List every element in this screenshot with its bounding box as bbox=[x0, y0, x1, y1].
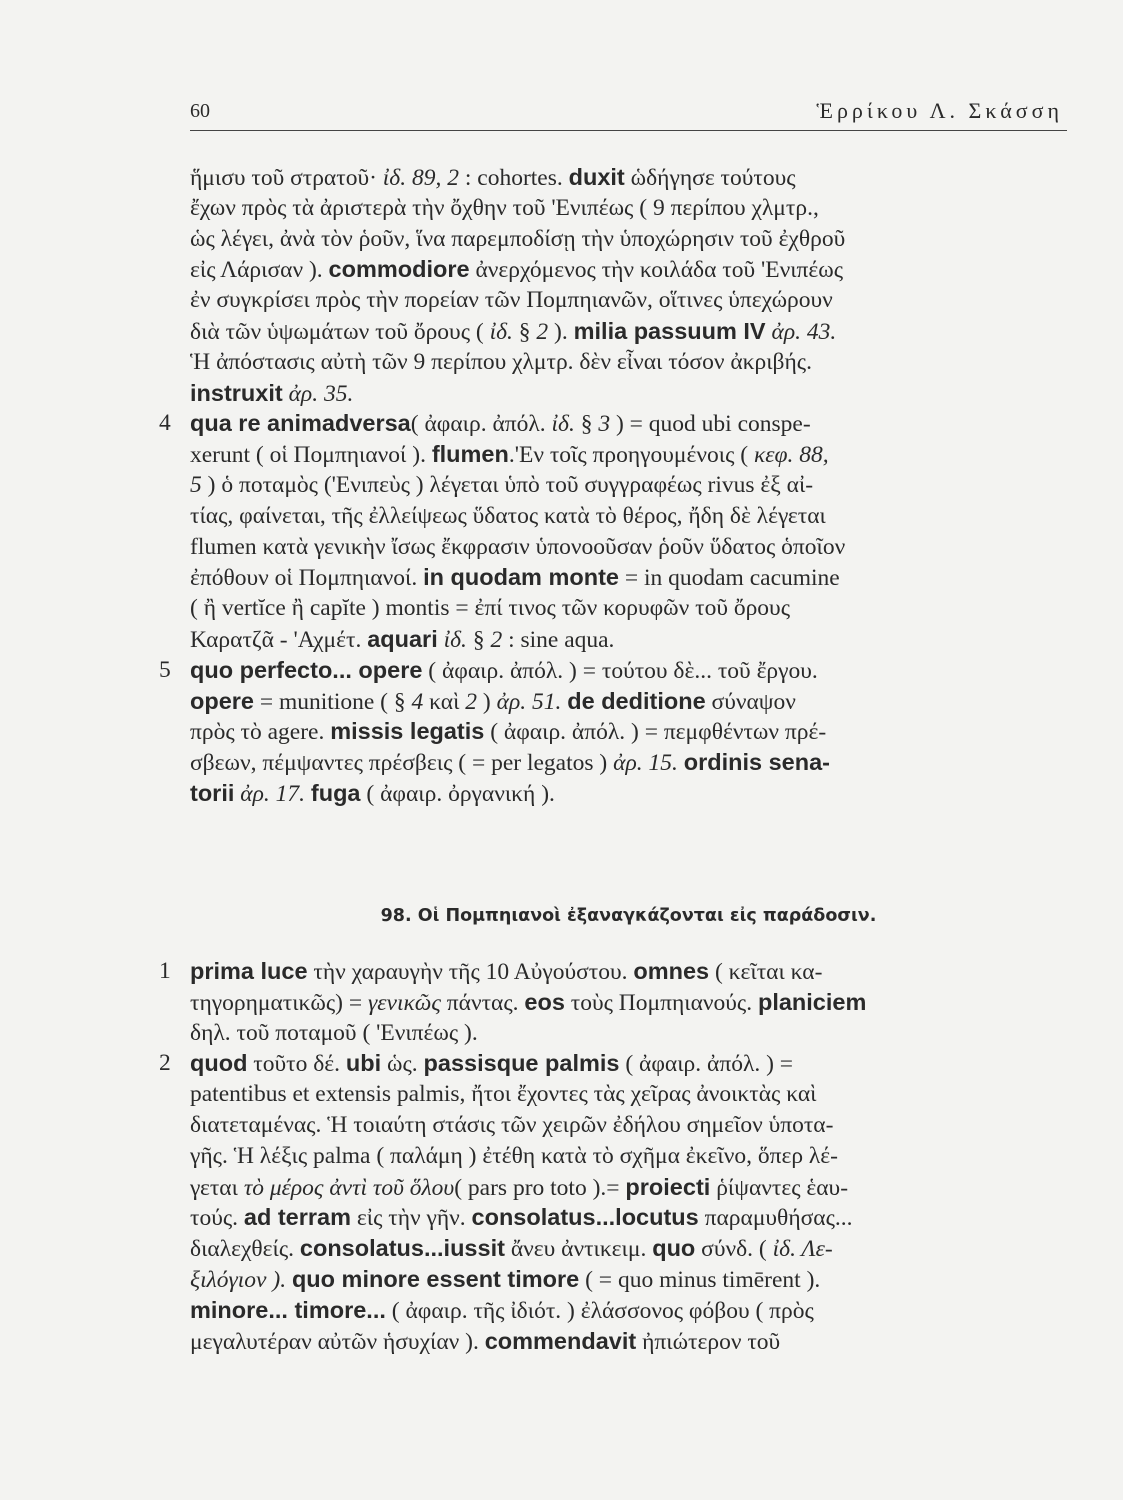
commentary-text: διὰ τῶν ὑψωμάτων τοῦ ὄρους ( bbox=[190, 318, 490, 345]
latin-lemma: in quodam monte bbox=[423, 564, 619, 591]
commentary-text: ἠπιώτερον τοῦ bbox=[636, 1328, 781, 1355]
commentary-section-98 bbox=[159, 956, 1067, 1356]
commentary-text: τούς. bbox=[190, 1205, 244, 1232]
text-line bbox=[190, 347, 1067, 378]
text-line bbox=[190, 1141, 1067, 1172]
text-line bbox=[190, 162, 1067, 193]
page-header bbox=[190, 96, 1067, 131]
reference-italic: ἰδ. bbox=[489, 318, 513, 345]
commentary-text: πάντας. bbox=[440, 989, 525, 1016]
text-line bbox=[190, 532, 1067, 563]
text-line bbox=[190, 378, 1067, 409]
latin-lemma: quod bbox=[190, 1050, 248, 1077]
commentary-text: εἰς τὴν γῆν. bbox=[351, 1205, 472, 1232]
commentary-text: παραμυθήσας... bbox=[698, 1205, 853, 1232]
commentary-text: ( ἀφαιρ. τῆς ἰδιότ. ) ἐλάσσονος φόβου ( πρὸς bbox=[385, 1297, 814, 1324]
commentary-text: γεται bbox=[190, 1174, 244, 1201]
text-line bbox=[190, 1110, 1067, 1141]
commentary-text: ( κεῖται κα- bbox=[709, 959, 823, 985]
latin-lemma: ubi bbox=[345, 1050, 382, 1077]
commentary-text: ( ἀφαιρ. ἀπόλ. bbox=[410, 411, 552, 438]
latin-lemma: instruxit bbox=[190, 379, 283, 406]
latin-lemma: de deditione bbox=[567, 687, 706, 714]
reference-italic: γενικῶς bbox=[368, 989, 441, 1016]
commentary-text: εἰς Λάρισαν ). bbox=[190, 257, 329, 284]
reference-italic: ἀρ. 43. bbox=[771, 318, 837, 345]
text-line bbox=[190, 470, 1067, 501]
commentary-text: ἐν συγκρίσει πρὸς τὴν πορείαν τῶν Πομπηιανῶν, οἵτινες ὑπεχώρουν bbox=[190, 287, 833, 314]
text-line bbox=[190, 254, 1067, 285]
latin-lemma: opere bbox=[190, 687, 254, 714]
reference-italic: 4 bbox=[411, 688, 424, 715]
text-line bbox=[190, 593, 1067, 624]
text-line bbox=[190, 1295, 1067, 1326]
commentary-text: .'Εν τοῖς προηγουμένοις ( bbox=[508, 442, 754, 469]
text-line bbox=[190, 1202, 1067, 1233]
commentary-text: διατεταμένας. Ἡ τοιαύτη στάσις τῶν χειρῶν ἐδήλου σημεῖον ὑποτα- bbox=[190, 1111, 834, 1138]
commentary-text: ( ἀφαιρ. ὀργανική ). bbox=[360, 780, 555, 807]
commentary-text: ἀνερχόμενος τὴν κοιλάδα τοῦ 'Ενιπέως bbox=[469, 257, 844, 284]
latin-lemma: proiecti bbox=[625, 1173, 711, 1200]
latin-lemma: consolatus...locutus bbox=[471, 1204, 699, 1231]
commentary-text: ) ὁ ποταμὸς ('Ενιπεὺς ) λέγεται ὑπὸ τοῦ συγγραφέως rivus ἐξ αἰ- bbox=[201, 471, 814, 498]
commentary-text: ἐπόθουν οἱ Πομπηιανοί. bbox=[190, 565, 424, 592]
commentary-text: § bbox=[466, 626, 491, 653]
commentary-text: γῆς. Ἡ λέξις palma ( παλάμη ) ἐτέθη κατὰ τὸ σχῆμα ἐκεῖνο, ὅπερ λέ- bbox=[190, 1142, 839, 1169]
running-head: Ἑρρίκου Λ. Σκάσση bbox=[816, 98, 1063, 123]
latin-lemma: eos bbox=[524, 988, 565, 1015]
text-line bbox=[190, 716, 1067, 747]
reference-italic: ἰδ. bbox=[551, 411, 575, 438]
reference-italic: κεφ. 88, bbox=[753, 442, 829, 469]
text-line bbox=[190, 686, 1067, 717]
latin-lemma: consolatus...iussit bbox=[299, 1235, 505, 1262]
latin-lemma: quo minore essent timore bbox=[291, 1265, 580, 1292]
commentary-text: διαλεχθείς. bbox=[190, 1236, 300, 1263]
commentary-text: τοῦτο δέ. bbox=[247, 1051, 346, 1078]
latin-lemma: fuga bbox=[310, 779, 361, 806]
reference-italic: ἀρ. 17. bbox=[240, 780, 306, 807]
commentary-text: ὡδήγησε τούτους bbox=[624, 165, 796, 191]
latin-lemma: aquari bbox=[367, 625, 438, 652]
commentary-text: τηγορηματικῶς) = bbox=[190, 989, 369, 1016]
commentary-text: ( = quo minus timērent ). bbox=[579, 1266, 821, 1293]
text-line bbox=[190, 1079, 1067, 1110]
latin-lemma: qua re animadversa bbox=[190, 410, 411, 437]
commentary-text: ( ἀφαιρ. ἀπόλ. ) = bbox=[619, 1051, 794, 1078]
reference-italic: 2 bbox=[490, 626, 503, 653]
reference-italic: ἀρ. 51. bbox=[496, 688, 562, 715]
text-line bbox=[190, 1233, 1067, 1264]
commentary-text: πρὸς τὸ agere. bbox=[190, 719, 331, 746]
reference-italic: ἰδ. Λε- bbox=[772, 1236, 833, 1263]
commentary-text: μεγαλυτέραν αὐτῶν ἡσυχίαν ). bbox=[190, 1328, 485, 1355]
page-number: 60 bbox=[190, 100, 210, 122]
text-line bbox=[190, 193, 1067, 224]
text-line bbox=[190, 624, 1067, 655]
margin-number: 2 bbox=[159, 1050, 171, 1077]
commentary-text: Ἡ ἀπόστασις αὐτὴ τῶν 9 περίπου χλμτρ. δὲν εἶναι τόσον ἀκριβής. bbox=[190, 348, 812, 375]
latin-lemma: commendavit bbox=[484, 1327, 637, 1354]
commentary-text: ἄνευ ἀντικειμ. bbox=[504, 1236, 653, 1263]
latin-lemma: ordinis senа- bbox=[683, 749, 831, 776]
commentary-text: ἥμισυ τοῦ στρατοῦ· bbox=[190, 165, 383, 191]
commentary-text: ) = quod ubi conspe- bbox=[610, 411, 811, 438]
commentary-text: ) bbox=[477, 688, 497, 715]
margin-number: 4 bbox=[159, 410, 171, 437]
commentary-text: τίας, φαίνεται, τῆς ἐλλείψεως ὕδατος κατὰ τὸ θέρος, ἤδη δὲ λέγεται bbox=[190, 502, 826, 529]
text-line bbox=[159, 655, 1067, 686]
reference-italic: 2 bbox=[465, 688, 478, 715]
commentary-text: : cohortes. bbox=[458, 165, 569, 191]
text-line bbox=[159, 1048, 1067, 1079]
commentary-text: ῥίψαντες ἑαυ- bbox=[710, 1174, 849, 1201]
latin-lemma: flumen bbox=[431, 441, 509, 468]
commentary-text: ἔχων πρὸς τὰ ἀριστερὰ τὴν ὄχθην τοῦ 'Ενιπέως ( 9 περίπου χλμτρ., bbox=[190, 194, 819, 221]
text-line bbox=[190, 285, 1067, 316]
reference-italic: 3 bbox=[598, 411, 611, 438]
latin-lemma: missis legatis bbox=[330, 718, 485, 745]
text-line bbox=[190, 1172, 1067, 1203]
commentary-text: ( ἀφαιρ. ἀπόλ. ) = τούτου δὲ... τοῦ ἔργου. bbox=[422, 657, 818, 684]
latin-lemma: minore... timore... bbox=[190, 1296, 386, 1323]
reference-italic: 2 bbox=[536, 318, 549, 345]
text-line bbox=[190, 1264, 1067, 1295]
latin-lemma: ad terram bbox=[243, 1204, 351, 1231]
commentary-text: patentibus et extensis palmis, ἤτοι ἔχοντες τὰς χεῖρας ἀνοικτὰς καὶ bbox=[190, 1081, 817, 1108]
commentary-text: = in quodam cacumine bbox=[618, 565, 840, 592]
commentary-text: : sine aqua. bbox=[502, 626, 615, 653]
latin-lemma: torii bbox=[190, 779, 235, 806]
commentary-text: ὡς. bbox=[381, 1051, 424, 1078]
latin-lemma: quo bbox=[652, 1235, 696, 1262]
reference-italic: τὸ μέρος ἀντὶ τοῦ ὅλου bbox=[243, 1174, 455, 1201]
commentary-text: § bbox=[574, 411, 599, 438]
commentary-text: xerunt ( οἱ Πομπηιανοί ). bbox=[190, 442, 432, 469]
latin-lemma: prima luce bbox=[190, 958, 308, 984]
reference-italic: ξιλόγιον ). bbox=[190, 1266, 287, 1293]
text-line bbox=[190, 439, 1067, 470]
text-line bbox=[190, 778, 1067, 809]
commentary-text: σβεων, πέμψαντες πρέσβεις ( = per legatos ) bbox=[190, 750, 614, 777]
text-line bbox=[190, 224, 1067, 255]
commentary-text: = munitione ( § bbox=[254, 688, 412, 715]
text-line bbox=[190, 562, 1067, 593]
text-line bbox=[190, 987, 1067, 1018]
margin-number: 5 bbox=[159, 656, 171, 683]
margin-number: 1 bbox=[159, 958, 171, 984]
commentary-text: καὶ bbox=[423, 688, 466, 715]
latin-lemma: quo perfecto... opere bbox=[190, 656, 423, 683]
text-line bbox=[190, 1018, 1067, 1049]
latin-lemma: omnes bbox=[633, 958, 710, 984]
reference-italic: ἰδ. 89, 2 bbox=[382, 165, 459, 191]
latin-lemma: planiciem bbox=[757, 988, 867, 1015]
commentary-text: Καρατζᾶ - 'Αχμέτ. bbox=[190, 626, 368, 653]
commentary-text: σύνδ. ( bbox=[695, 1236, 773, 1263]
section-heading-98: 98. Οἱ Πομπηιανοὶ ἐξαναγκάζονται εἰς παράδοσιν. bbox=[380, 906, 877, 926]
latin-lemma: milia passuum IV bbox=[573, 317, 766, 344]
latin-lemma: commodiore bbox=[328, 256, 470, 283]
text-line bbox=[190, 501, 1067, 532]
commentary-text: flumen κατὰ γενικὴν ἴσως ἔκφρασιν ὑπονοοῦσαν ῥοῦν ὕδατος ὁποῖον bbox=[190, 533, 846, 560]
commentary-text: ). bbox=[548, 318, 574, 345]
commentary-text: δηλ. τοῦ ποταμοῦ ( 'Ενιπέως ). bbox=[190, 1019, 478, 1046]
commentary-section-97 bbox=[159, 162, 1067, 809]
commentary-text: τὴν χαραυγὴν τῆς 10 Αὐγούστου. bbox=[307, 959, 634, 985]
reference-italic: ἀρ. 35. bbox=[288, 380, 354, 407]
reference-italic: ἀρ. 15. bbox=[613, 750, 678, 777]
latin-lemma: passisque palmis bbox=[423, 1050, 620, 1077]
text-line bbox=[190, 747, 1067, 778]
text-line bbox=[159, 956, 1067, 987]
latin-lemma: duxit bbox=[568, 164, 625, 190]
text-line bbox=[190, 316, 1067, 347]
commentary-text: ὡς λέγει, ἀνὰ τὸν ῥοῦν, ἵνα παρεμποδίσῃ τὴν ὑποχώρησιν τοῦ ἐχθροῦ bbox=[190, 225, 846, 252]
commentary-text: ( ἀφαιρ. ἀπόλ. ) = πεμφθέντων πρέ- bbox=[484, 719, 827, 746]
commentary-text: σύναψον bbox=[705, 688, 796, 715]
commentary-text: § bbox=[512, 318, 537, 345]
reference-italic: 5 bbox=[190, 471, 202, 498]
commentary-text: ( pars pro toto ).= bbox=[454, 1174, 626, 1201]
reference-italic: ἰδ. bbox=[443, 626, 467, 653]
text-line bbox=[159, 408, 1067, 439]
commentary-text: τοὺς Πομπηιανούς. bbox=[564, 989, 758, 1016]
text-line bbox=[190, 1326, 1067, 1357]
commentary-text: ( ἢ vertĭce ἢ capĭte ) montis = ἐπί τινος τῶν κορυφῶν τοῦ ὄρους bbox=[190, 595, 790, 622]
